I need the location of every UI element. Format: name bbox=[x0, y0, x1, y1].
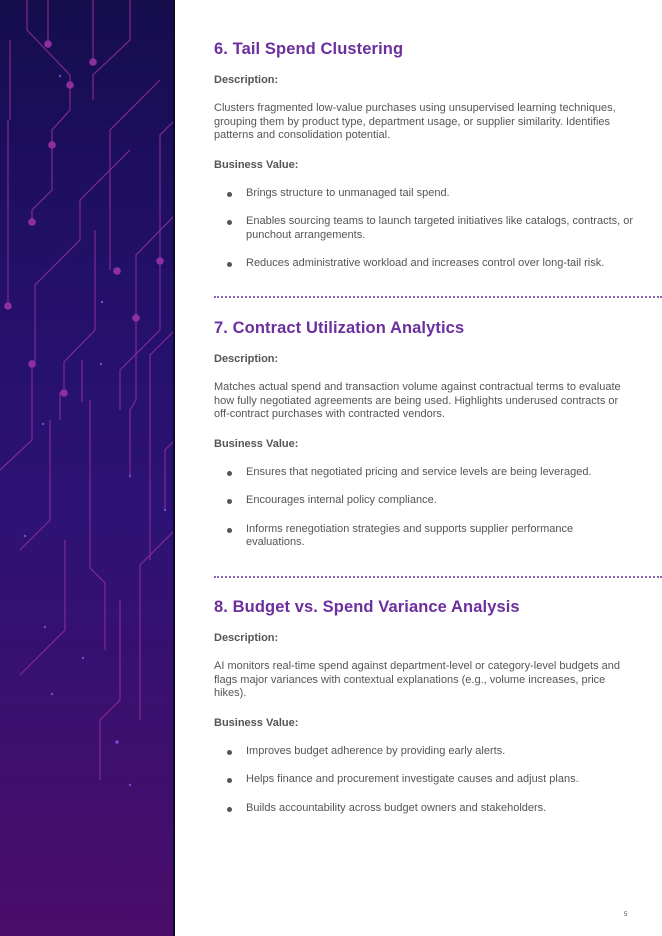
list-item bbox=[214, 187, 634, 201]
section-title: 6. Tail Spend Clustering bbox=[214, 40, 404, 58]
description-text: Matches actual spend and transaction volume against contractual terms to evaluate how fully negotiated agreements are being used. Highlights underused contracts or off-contract purchases with contracted vendors. bbox=[214, 381, 621, 420]
page-number: 5 bbox=[624, 912, 628, 918]
section-budget-vs-spend-variance bbox=[214, 598, 634, 815]
section-divider bbox=[214, 576, 662, 578]
list-item bbox=[214, 745, 634, 759]
business-value-label: Business Value: bbox=[214, 437, 299, 450]
bullet-icon bbox=[227, 778, 232, 783]
circuit-pattern-graphic bbox=[0, 0, 175, 936]
bullet-icon bbox=[227, 220, 232, 225]
section-tail-spend-clustering bbox=[214, 40, 634, 271]
sidebar-white-strip bbox=[175, 0, 179, 200]
list-item bbox=[214, 523, 634, 550]
bullet-icon bbox=[227, 807, 232, 812]
description-label: Description: bbox=[214, 632, 279, 644]
description-label: Description: bbox=[214, 74, 279, 86]
bullet-icon bbox=[227, 192, 232, 197]
bullet-icon bbox=[227, 750, 232, 755]
business-value-label: Business Value: bbox=[214, 158, 299, 171]
business-value-list bbox=[214, 745, 634, 816]
list-item bbox=[214, 802, 634, 816]
list-item bbox=[214, 773, 634, 787]
bullet-icon bbox=[227, 499, 232, 504]
list-item-text: Improves budget adherence by providing early alerts. bbox=[246, 744, 506, 757]
list-item-text: Informs renegotiation strategies and supports supplier performance evaluations. bbox=[246, 522, 574, 548]
list-item-text: Ensures that negotiated pricing and service levels are being leveraged. bbox=[246, 465, 592, 478]
list-item bbox=[214, 257, 634, 271]
list-item-text: Reduces administrative workload and increases control over long-tail risk. bbox=[246, 257, 605, 269]
business-value-list bbox=[214, 466, 634, 550]
bullet-icon bbox=[227, 262, 232, 267]
description-label: Description: bbox=[214, 353, 279, 365]
bullet-icon bbox=[227, 528, 232, 533]
section-title: 8. Budget vs. Spend Variance Analysis bbox=[214, 598, 520, 616]
description-text: Clusters fragmented low-value purchases using unsupervised learning techniques, grouping them by product type, department usage, or supplier similarity. Identifies patterns and consolidation potential. bbox=[214, 102, 616, 141]
section-title: 7. Contract Utilization Analytics bbox=[214, 319, 465, 337]
list-item-text: Encourages internal policy compliance. bbox=[246, 494, 437, 506]
list-item-text: Helps finance and procurement investigate causes and adjust plans. bbox=[246, 773, 579, 785]
section-contract-utilization-analytics bbox=[214, 319, 634, 550]
list-item bbox=[214, 494, 634, 508]
list-item-text: Enables sourcing teams to launch targeted initiatives like catalogs, contracts, or punchout arrangements. bbox=[246, 215, 634, 241]
list-item-text: Brings structure to unmanaged tail spend. bbox=[246, 186, 450, 199]
decorative-sidebar bbox=[0, 0, 175, 936]
list-item-text: Builds accountability across budget owners and stakeholders. bbox=[246, 801, 547, 814]
business-value-label: Business Value: bbox=[214, 716, 299, 729]
list-item bbox=[214, 215, 634, 242]
list-item bbox=[214, 466, 634, 480]
business-value-list bbox=[214, 187, 634, 271]
section-divider bbox=[214, 296, 662, 298]
bullet-icon bbox=[227, 471, 232, 476]
description-text: AI monitors real-time spend against department-level or category-level budgets and flags major variances with contextual explanations (e.g., volume increases, price hikes). bbox=[214, 660, 620, 699]
